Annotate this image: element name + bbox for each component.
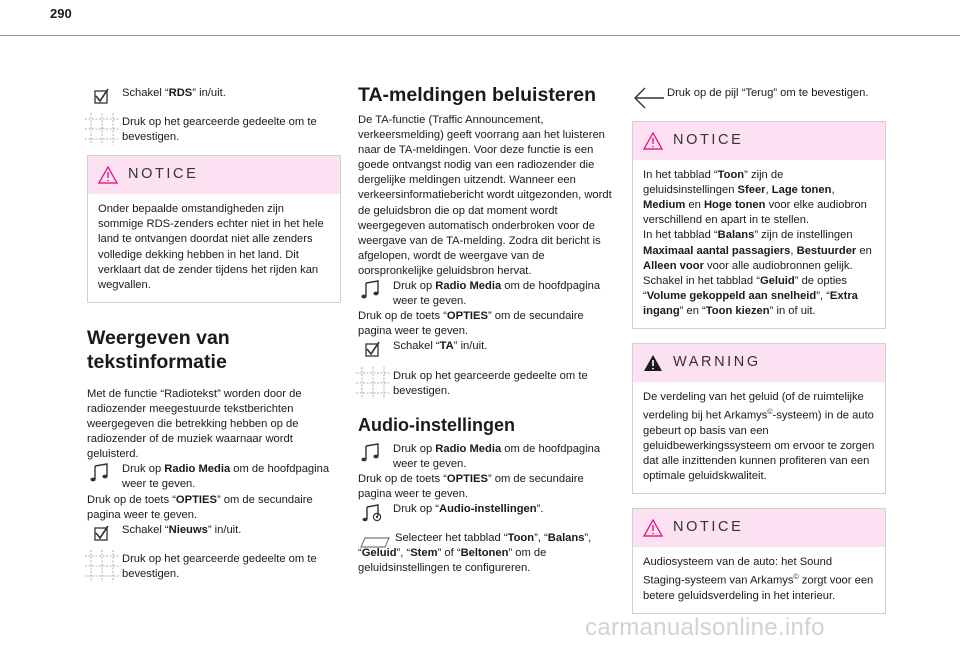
ta-paragraph: De TA-functie (Traffic Announcement, verkeersmelding) geeft voorrang aan het luisteren naar de TA-meldingen. Voor deze functie is een goede ontvangst nodig van een radiozender die dergelijke meldingen uitzendt. Wanneer een verkeersinformatiebericht wordt uitgezonden, wordt de geluidsbron die op dat moment wordt weergegeven automatisch onderbroken voor de weergave van de TA-melding. Zodra dit bericht is afgelopen, wordt de weergave van de oorspronkelijke geluidsbron hervat. [358, 114, 612, 277]
warning-box [632, 343, 886, 494]
checkbox-icon [358, 339, 386, 361]
page-number: 290 [50, 6, 72, 21]
radio-media-text: Druk op Radio Media om de hoofdpagina weer te geven. [122, 463, 330, 491]
notice-triangle-icon [643, 519, 663, 537]
audio-settings-step [358, 502, 612, 517]
nieuws-text: Schakel “Nieuws” in/uit. [122, 523, 242, 536]
pen-icon [358, 531, 392, 553]
notice-title: NOTICE [673, 132, 744, 149]
back-text: Druk op de pijl “Terug” om te bevestigen. [667, 87, 869, 99]
radio-media-step-2 [358, 442, 612, 472]
grid-step-1 [87, 115, 341, 145]
section-heading-tekstinformatie: Weergeven van tekstinformatie [87, 326, 230, 373]
settings-note-icon [358, 502, 386, 524]
radio-media-step [87, 462, 341, 492]
music-note-icon [358, 442, 386, 464]
back-step [632, 86, 886, 101]
audio-settings-text: Druk op “Audio-instellingen”. [393, 503, 544, 516]
warning-text: De verdeling van het geluid (of de ruimtelijke verdeling bij het Arkamys©-systeem) in de auto gebeurt op basis van een geluidbewerkingssysteem om ervoor te zorgen dat alle inzittenden kunnen profiteren van een optimale geluidskwaliteit. [643, 391, 875, 483]
notice-box-2 [632, 121, 886, 329]
grid-icon [85, 550, 119, 582]
rds-text: Schakel “RDS” in/uit. [122, 87, 226, 99]
notice-title: NOTICE [128, 166, 199, 183]
notice-header [88, 156, 340, 194]
ta-toggle-text: Schakel “TA” in/uit. [393, 340, 488, 353]
grid-icon [85, 113, 119, 145]
notice-box-1 [87, 155, 341, 303]
warning-triangle-icon [643, 354, 663, 372]
grid-text-2: Druk op het gearceerde gedeelte om te bevestigen. [122, 552, 317, 580]
notice-box-3 [632, 508, 886, 614]
tab-select-step [358, 531, 612, 576]
notice-text: Onder bepaalde omstandigheden zijn sommige RDS-zenders echter niet in het hele land te ontvangen doordat niet alle zenders volledige dekking hebben in het land. Dit verklaart dat de zender tijdens het rijden kan wegvallen. [98, 203, 324, 291]
intro-paragraph: Met de functie “Radiotekst” worden door de radiozender meegestuurde tekstberichten weergegeven die betrekking hebben op de radiozender of de muziek waarnaar wordt geluisterd. [87, 387, 302, 461]
watermark: carmanualsonline.info [585, 614, 825, 641]
top-rule [0, 35, 960, 36]
radio-media-text-2: Druk op Radio Media om de hoofdpagina weer te geven. [393, 442, 601, 470]
checkbox-icon [87, 523, 115, 545]
grid-text-3: Druk op het gearceerde gedeelte om te bevestigen. [393, 369, 588, 397]
radio-media-step-1 [358, 279, 612, 309]
warning-body [633, 382, 885, 493]
notice-triangle-icon [643, 132, 663, 150]
warning-header [633, 344, 885, 382]
notice-header [633, 509, 885, 547]
nieuws-step [87, 523, 341, 538]
tab-select-text: Selecteer het tabblad “Toon”, “Balans”, “Geluid”, “Stem” of “Beltonen” om de geluidsinstellingen te configureren. [358, 532, 592, 575]
opties-text-2: Druk op de toets “OPTIES” om de secundaire pagina weer te geven. [358, 472, 584, 500]
column-middle [358, 48, 612, 576]
notice-body [633, 547, 885, 613]
column-left [87, 48, 341, 582]
section-heading-audio: Audio-instellingen [358, 414, 515, 435]
music-note-icon [358, 279, 386, 301]
column-right [632, 48, 886, 614]
grid-step-3 [358, 369, 612, 399]
opties-text: Druk op de toets “OPTIES” om de secundaire pagina weer te geven. [87, 493, 313, 521]
music-note-icon [87, 462, 115, 484]
ta-step [358, 339, 612, 354]
notice-header [633, 122, 885, 160]
notice-title: NOTICE [673, 519, 744, 536]
notice-geluid-text: Schakel in het tabblad “Geluid” de opties “Volume gekoppeld aan snelheid”, “Extra ingang” en “Toon kiezen” in of uit. [643, 274, 858, 317]
rds-step [87, 86, 341, 101]
grid-text-1: Druk op het gearceerde gedeelte om te bevestigen. [122, 116, 317, 144]
radio-media-text-1: Druk op Radio Media om de hoofdpagina weer te geven. [393, 280, 601, 308]
notice-toon-text: In het tabblad “Toon” zijn de geluidsinstellingen Sfeer, Lage tonen, Medium en Hoge tonen voor elke audiobron verschillend en apart in te stellen. [643, 169, 867, 227]
notice-triangle-icon [98, 166, 118, 184]
opties-text-1: Druk op de toets “OPTIES” om de secundaire pagina weer te geven. [358, 310, 584, 338]
checkbox-icon [87, 86, 115, 108]
section-heading-ta: TA-meldingen beluisteren [358, 84, 596, 106]
notice-balans-text: In het tabblad “Balans” zijn de instellingen Maximaal aantal passagiers, Bestuurder en Alleen voor voor alle audiobronnen gelijk. [643, 229, 872, 272]
warning-title: WARNING [673, 354, 761, 371]
notice-body [88, 194, 340, 302]
back-arrow-icon [632, 84, 666, 110]
grid-step-2 [87, 552, 341, 582]
grid-icon [356, 367, 390, 399]
notice-body [633, 160, 885, 328]
notice-arkamys-text: Audiosysteem van de auto: het Sound Staging-systeem van Arkamys© zorgt voor een betere geluidsverdeling in het interieur. [643, 556, 874, 603]
